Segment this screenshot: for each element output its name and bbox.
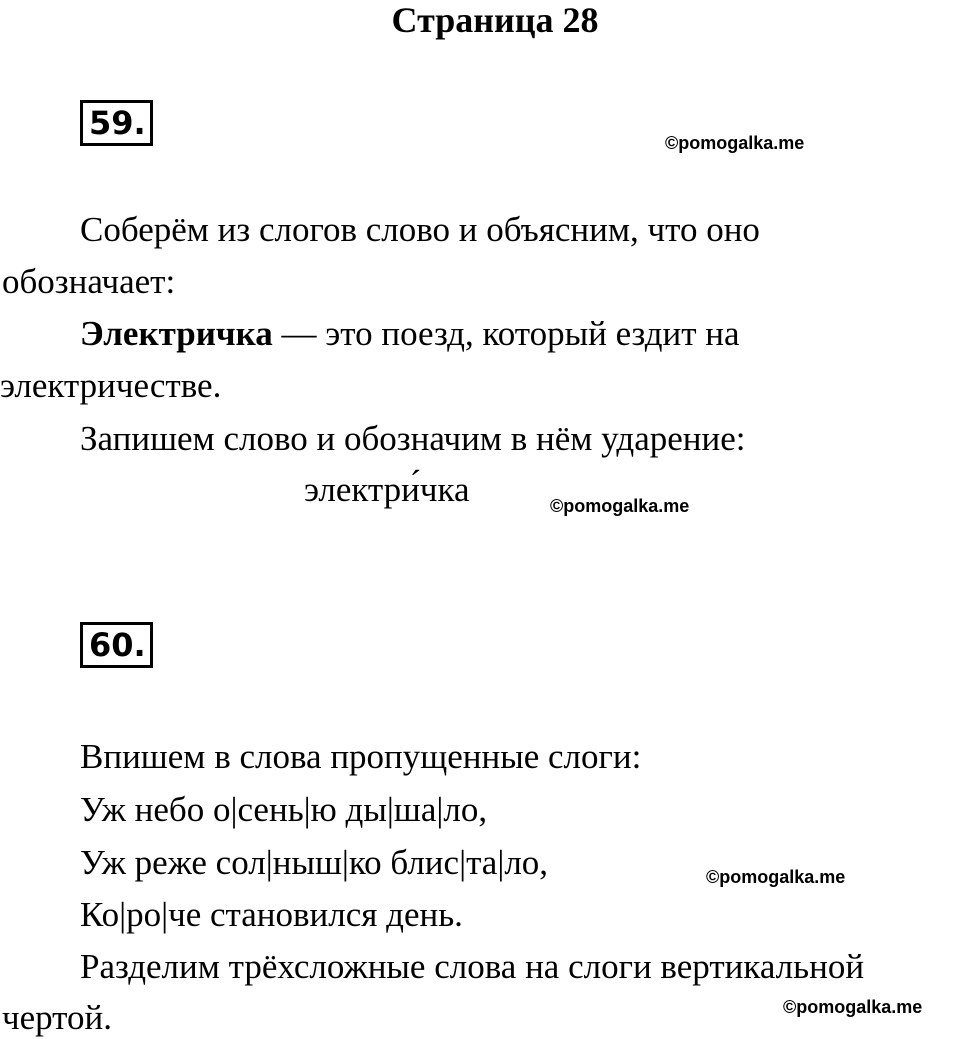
task60-line-6: чертой. [2,998,112,1037]
task59-line-4: электричестве. [0,366,222,405]
watermark: ©pomogalka.me [783,997,923,1017]
task60-line-5: Разделим трёхсложные слова на слоги вертикальной [80,947,865,986]
task60-poem-line-2: Уж реже сол|ныш|ко блис|та|ло, [80,843,549,882]
task60-poem-line-1: Уж небо о|сень|ю ды|ша|ло, [80,790,488,829]
task59-line-2: обозначает: [2,262,176,301]
task59-line-1: Соберём из слогов слово и объясним, что оно [80,210,760,249]
task59-term: Электричка [80,314,273,353]
task-number-59: 59. [80,100,153,146]
task-number-60: 60. [80,622,153,668]
watermark: ©pomogalka.me [706,867,846,887]
task59-stressed-word: электри́чка [304,470,470,509]
task60-poem-line-3: Ко|ро|че становился день. [80,895,463,934]
task59-line-5: Запишем слово и обозначим в нём ударение: [80,419,746,458]
page-title: Страница 28 [391,0,599,40]
task59-definition [80,314,740,354]
watermark: ©pomogalka.me [550,496,690,516]
task60-line-1: Впишем в слова пропущенные слоги: [80,737,642,776]
task59-definition-rest: — это поезд, который ездит на [272,314,740,353]
watermark: ©pomogalka.me [665,133,805,153]
